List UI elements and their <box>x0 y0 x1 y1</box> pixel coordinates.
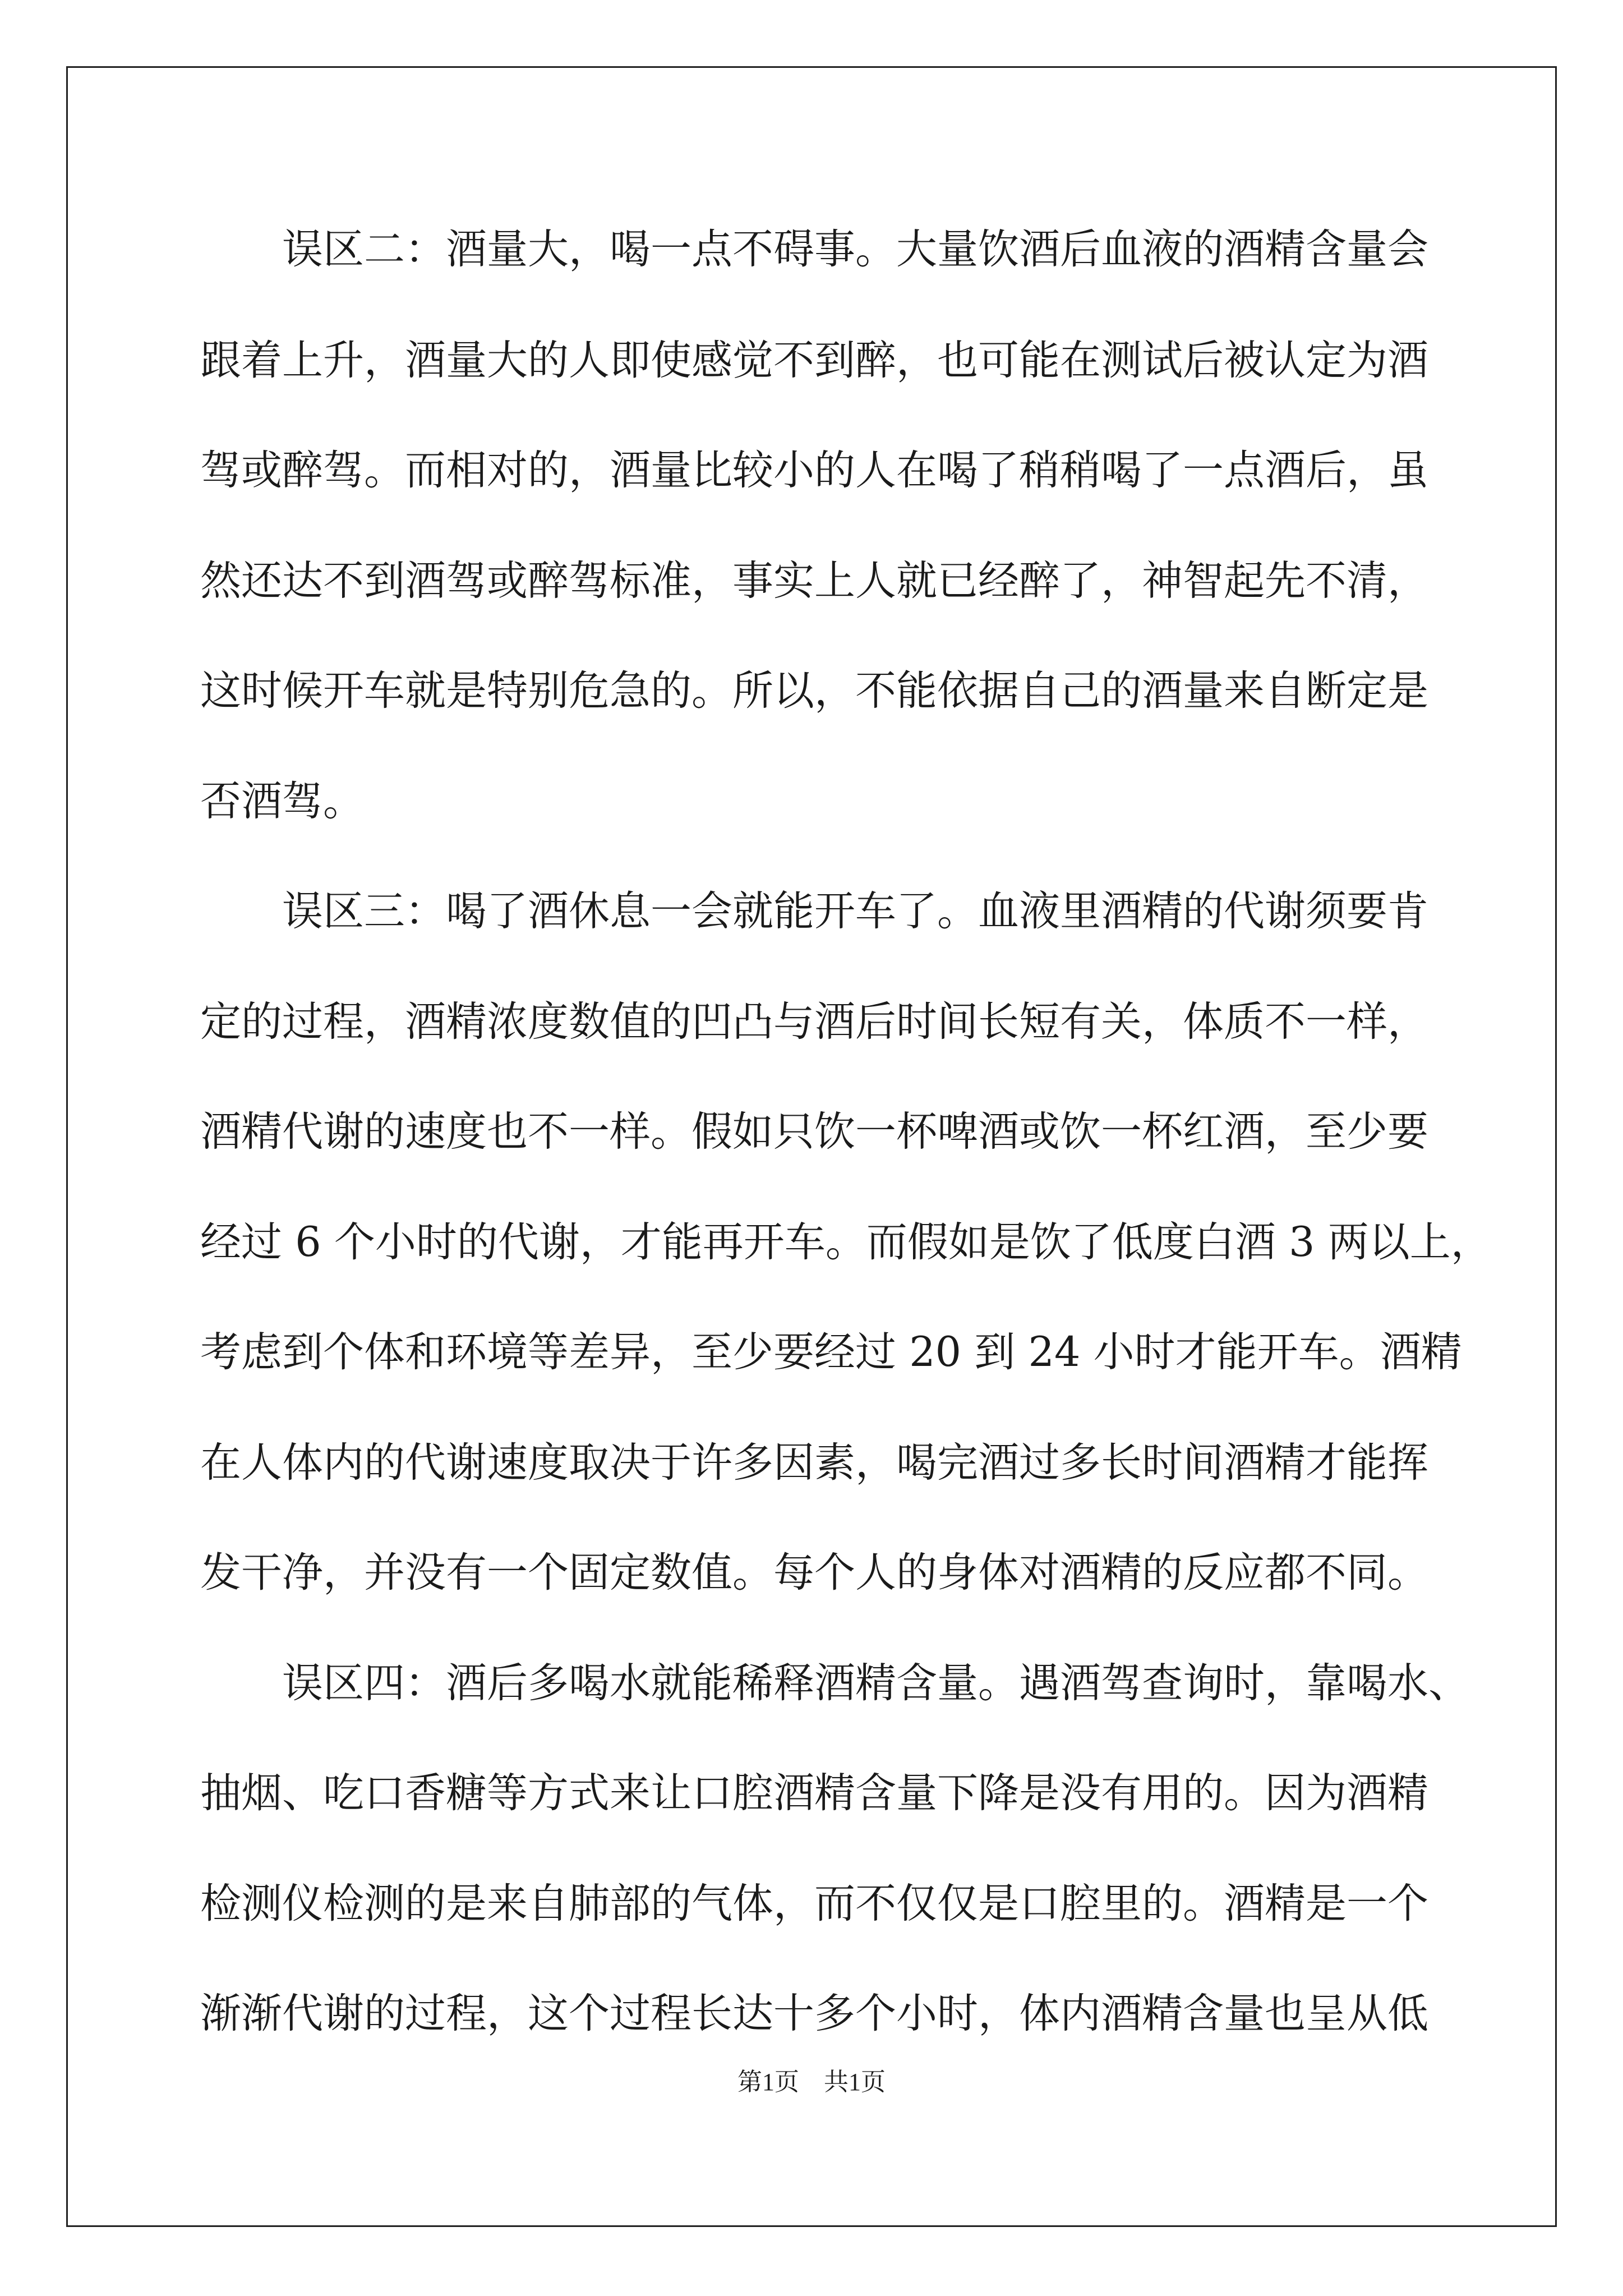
text-line: 误区二：酒量大，喝一点不碍事。大量饮酒后血液的酒精含量会 <box>200 226 1428 273</box>
text-line: 跟着上升，酒量大的人即使感觉不到醉，也可能在测试后被认定为酒 <box>200 337 1428 384</box>
text-line: 考虑到个体和环境等差异，至少要经过 20 到 24 小时才能开车。酒精 <box>200 1328 1462 1376</box>
text-line: 驾或醉驾。而相对的，酒量比较小的人在喝了稍稍喝了一点酒后，虽 <box>200 447 1428 494</box>
text-line: 否酒驾。 <box>200 777 364 825</box>
text-line: 渐渐代谢的过程，这个过程长达十多个小时，体内酒精含量也呈从低 <box>200 1990 1428 2037</box>
text-line: 定的过程，酒精浓度数值的凹凸与酒后时间长短有关，体质不一样， <box>200 998 1428 1046</box>
text-line: 误区三：喝了酒休息一会就能开车了。血液里酒精的代谢须要肯 <box>200 887 1428 935</box>
page-footer: 第1页 共1页 <box>737 2068 886 2096</box>
text-line: 发干净，并没有一个固定数值。每个人的身体对酒精的反应都不同。 <box>200 1549 1428 1596</box>
text-line: 这时候开车就是特别危急的。所以，不能依据自己的酒量来自断定是 <box>200 667 1428 715</box>
text-line: 酒精代谢的速度也不一样。假如只饮一杯啤酒或饮一杯红酒，至少要 <box>200 1108 1428 1156</box>
text-line: 然还达不到酒驾或醉驾标准，事实上人就已经醉了，神智起先不清， <box>200 557 1428 605</box>
text-line: 经过 6 个小时的代谢，才能再开车。而假如是饮了低度白酒 3 两以上， <box>200 1218 1492 1266</box>
text-line: 检测仪检测的是来自肺部的气体，而不仅仅是口腔里的。酒精是一个 <box>200 1880 1428 1927</box>
text-line: 误区四：酒后多喝水就能稀释酒精含量。遇酒驾查询时，靠喝水、 <box>200 1659 1469 1707</box>
text-line: 抽烟、吃口香糖等方式来让口腔酒精含量下降是没有用的。因为酒精 <box>200 1769 1428 1817</box>
text-line: 在人体内的代谢速度取决于许多因素，喝完酒过多长时间酒精才能挥 <box>200 1439 1428 1487</box>
